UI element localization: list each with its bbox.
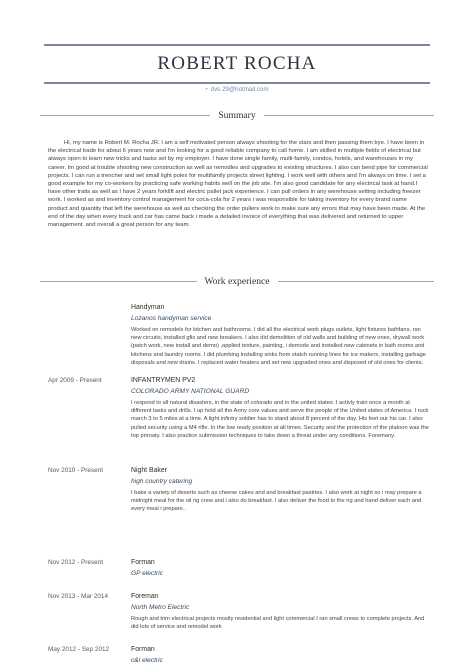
job-company: COLORADO ARMY NATIONAL GUARD [131,388,250,395]
job-date: Nov 2013 - Mar 2014 [48,593,109,600]
job-title: Night Baker [131,467,168,474]
job-description: Rough and trim electrical projects mostly residential and light commercial I ran small crews to complete projects. And did lots of service and remodel work [131,616,425,631]
work-experience-heading [40,276,434,286]
job-title: Handyman [131,304,165,311]
job-description: I respond to all natural disasters, in the state of colorado and in the united states. I activly train once a month at different tasks and drills. I up hold all the Army core values and serve the people of the United states of America. I ruck march 3 to 5 miles at a time. A light infintry soldier has to stand about 8 percent of the day. His feet our his car. I also pulled security using a M4 rifle. In the low ready position at all times. Security and the protection of the platoon was the top priroaty. I also practice submission techniques to take down a threat under any conditions. Foremany. [131,400,429,439]
contact-line [0,86,474,93]
job-description: I bake a variety of deserts such as cheese cakes and and breakfast pastries. I also work at night so i may prepare a midnight meal for the oil rig crew and i also do breakfast. I also deliver the food to the rig and hand deliver each and every meal i prepare.. [131,490,422,513]
job-company: high country catering [131,478,193,485]
divider [278,281,435,282]
job-company: Lozanos handyman service [131,315,212,322]
summary-paragraph: Hi, my name is Robert M. Rocha JR. I am a self motivated person always shooting for the stars and then passing them bye. I have been in the electrical trade for about 6 years now and I'm looking for a good reliable company to call home. I am skilled in multiple fields of electrical but always open to learn new tricks and tasks set by my employer. I have done single family, multi-family, condos, hotels, and warehouses in my career. Im good at trouble shooting new construction as well as remodles and upgrades to existing structures. I also can bend pipe for commercial projects. I can run a trencher and set small light poles for multifamily projects street lighting. I work well with others and I'm always on time. I set a good example for my co-workers by practicing safe working habits well on the job site. I'm also good candidate for any electrical task at hand.I have other traits as well as I have 2 years forklift and electric pallet jack experience. I can pull orders in any werehouse setting including freezer work. I worked as and inventory control management for coca-cola for 2 years i was responsible for taking inventory for every brand name product and quantity that left the werehouse as well as checking the order pullers work to make sure any errors that may have been made. At the end of the day when every truck and car has came back i made a detailed invoice of everything that was delivered and returned to upper management. and overall a great person for any team. [48,140,428,229]
bullet-icon: • [205,86,208,93]
summary-title: Summary [218,109,256,121]
job-date: Nov 2012 - Present [48,559,104,566]
job-title: Foreman [131,593,159,600]
job-company: North Metro Electric [131,604,190,611]
job-company: GP electric [131,570,163,577]
job-date: Apr 2009 - Present [48,377,102,384]
job-company: c&l electric [131,657,163,664]
job-date: May 2012 - Sep 2012 [48,646,110,653]
work-experience-title: Work experience [204,275,270,287]
email-text[interactable]: dvs.29@hotmail.com [210,86,269,93]
job-title: INFANTRYMEN PV2 [131,377,196,384]
job-description: Worked on remodels for kitchen and bathrooms. I did all the electrical work plugs outlets, light fixtures bathfans, ran new circuits, installed gfis and new breakers. I also did demolition of old walls and building of new ones, drywall work (patch work, new install and demo) ,applied texture, painting, i demode and installed new cabinets in bath rooms and kitchens and laundry rooms. I did plumbing installing sinks from statch running lines for ice makers, installing garbage disposals and new drains. I replaced water heaters and set new upgraded ones and disposed of old ones for clients. [131,327,426,366]
name-banner [44,44,430,84]
divider [40,115,210,116]
summary-heading [40,110,434,120]
candidate-name: ROBERT ROCHA [157,53,317,74]
job-title: Forman [131,646,155,653]
job-date: Nov 2010 - Present [48,467,104,474]
job-title: Forman [131,559,155,566]
divider [40,281,197,282]
divider [264,115,434,116]
